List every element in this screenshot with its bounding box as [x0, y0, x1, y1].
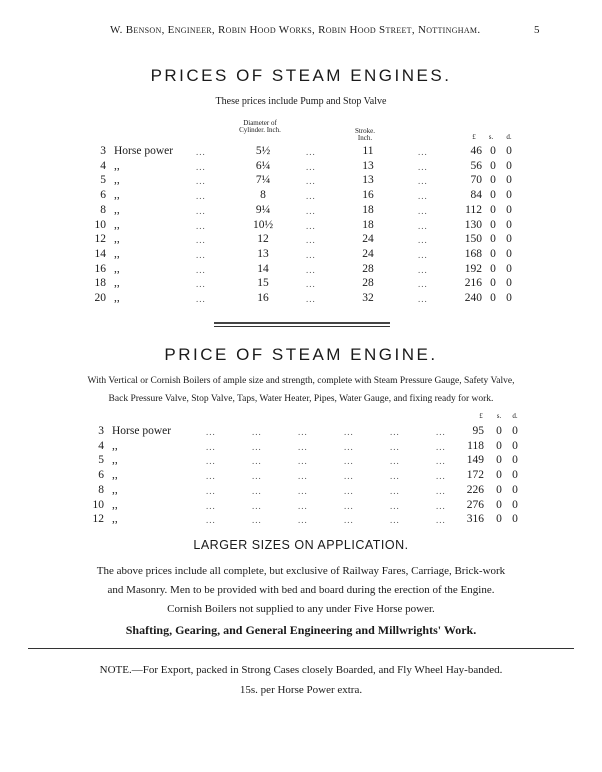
table-row	[0, 513, 602, 531]
pounds-value: 46	[470, 145, 482, 157]
pence-value: 0	[506, 145, 512, 157]
leader-dots: ...	[418, 294, 428, 304]
shafting-line: Shafting, Gearing, and General Engineering and Millwrights' Work.	[125, 623, 477, 637]
stroke-value: 18	[362, 203, 374, 216]
hp-label: ,,	[114, 292, 120, 304]
hp-value: 18	[94, 277, 106, 290]
leader-dots: ...	[298, 500, 308, 511]
leader-dots: ...	[196, 147, 206, 157]
leader-dots: ...	[418, 161, 428, 172]
footer-rule	[28, 648, 574, 649]
pounds-value: 149	[466, 454, 484, 467]
note-line2: 15s. per Horse Power extra.	[239, 684, 363, 696]
shillings-value: 0	[490, 292, 496, 304]
diameter-value: 13	[257, 247, 269, 260]
leader-dots: ...	[436, 515, 446, 526]
pence-value: 0	[512, 498, 518, 511]
hp-label: ,,	[114, 233, 120, 246]
hp-value: 10	[92, 498, 104, 511]
pence-value: 0	[512, 513, 518, 526]
leader-dots: ...	[418, 205, 428, 216]
note-line1: NOTE.—For Export, packed in Strong Cases closely Boarded, and Fly Wheel Hay-banded.	[99, 664, 503, 676]
leader-dots: ...	[298, 515, 308, 526]
leader-dots: ...	[196, 220, 206, 231]
leader-dots: ...	[196, 191, 206, 202]
hp-value: 3	[100, 145, 106, 157]
stroke-value: 13	[362, 159, 374, 172]
terms-line3: Cornish Boilers not supplied to any under Five Horse power.	[167, 603, 435, 615]
leader-dots: ...	[436, 500, 446, 511]
shillings-value: 0	[490, 145, 496, 157]
leader-dots: ...	[252, 515, 262, 526]
col-stroke-header: Stroke. Inch.	[354, 127, 376, 142]
leader-dots: ...	[344, 485, 354, 496]
section1-title: PRICES OF STEAM ENGINES.	[150, 66, 452, 85]
stroke-value: 32	[362, 292, 374, 304]
pence-value: 0	[506, 174, 512, 187]
hp-value: 4	[100, 159, 106, 172]
hp-value: 8	[98, 483, 104, 496]
stroke-value: 24	[362, 247, 374, 260]
leader-dots: ...	[298, 456, 308, 467]
leader-dots: ...	[306, 161, 316, 172]
leader-dots: ...	[196, 264, 206, 275]
shillings-value: 0	[490, 203, 496, 216]
diameter-value: 6¼	[255, 159, 271, 172]
leader-dots: ...	[390, 471, 400, 482]
hp-value: 5	[100, 174, 106, 187]
diameter-value: 15	[257, 277, 269, 290]
hp-value: 10	[94, 218, 106, 231]
leader-dots: ...	[252, 471, 262, 482]
leader-dots: ...	[306, 294, 316, 304]
hp-value: 14	[94, 247, 106, 260]
stroke-value: 16	[362, 189, 374, 202]
leader-dots: ...	[298, 471, 308, 482]
shillings-value: 0	[496, 425, 502, 437]
pounds-value: 192	[464, 262, 482, 275]
leader-dots: ...	[418, 176, 428, 187]
pounds-value: 84	[470, 189, 482, 202]
leader-dots: ...	[418, 147, 428, 157]
hp-value: 3	[98, 425, 104, 437]
diameter-value: 10½	[252, 218, 274, 231]
pounds-value: 240	[464, 292, 482, 304]
leader-dots: ...	[298, 427, 308, 437]
pence-value: 0	[512, 454, 518, 467]
leader-dots: ...	[436, 456, 446, 467]
leader-dots: ...	[206, 500, 216, 511]
hp-value: 12	[94, 233, 106, 246]
terms-line1: The above prices include all complete, but exclusive of Railway Fares, Carriage, Brick-work	[96, 565, 506, 577]
section-divider-thin	[214, 326, 390, 327]
hp-value: 12	[92, 513, 104, 526]
stroke-value: 28	[362, 262, 374, 275]
hp-label: ,,	[112, 439, 118, 452]
leader-dots: ...	[390, 515, 400, 526]
leader-dots: ...	[390, 456, 400, 467]
pence-value: 0	[512, 439, 518, 452]
hp-label: ,,	[112, 454, 118, 467]
leader-dots: ...	[418, 191, 428, 202]
leader-dots: ...	[390, 485, 400, 496]
pence-value: 0	[512, 469, 518, 482]
shillings-value: 0	[496, 439, 502, 452]
shillings-value: 0	[490, 174, 496, 187]
hp-label: ,,	[114, 174, 120, 187]
pence-value: 0	[506, 203, 512, 216]
stroke-value: 24	[362, 233, 374, 246]
pounds-value: 172	[466, 469, 484, 482]
diameter-value: 8	[260, 189, 266, 202]
leader-dots: ...	[390, 441, 400, 452]
shillings-value: 0	[490, 277, 496, 290]
hp-value: 6	[100, 189, 106, 202]
shillings-value: 0	[490, 233, 496, 246]
leader-dots: ...	[206, 485, 216, 496]
pounds-value: 112	[465, 203, 482, 216]
hp-label: ,,	[114, 247, 120, 260]
hp-value: 5	[98, 454, 104, 467]
pounds-value: 70	[470, 174, 482, 187]
pence-value: 0	[512, 425, 518, 437]
leader-dots: ...	[306, 220, 316, 231]
pounds-value: 150	[464, 233, 482, 246]
stroke-value: 13	[362, 174, 374, 187]
col-shillings-header: s.	[488, 133, 494, 141]
diameter-value: 16	[257, 292, 269, 304]
col-diameter-header: Diameter of Cylinder. Inch.	[239, 119, 281, 134]
leader-dots: ...	[252, 485, 262, 496]
shillings-value: 0	[496, 469, 502, 482]
shillings-value: 0	[496, 513, 502, 526]
leader-dots: ...	[206, 427, 216, 437]
hp-label: ,,	[114, 218, 120, 231]
leader-dots: ...	[344, 456, 354, 467]
hp-label: Horse power	[114, 145, 174, 157]
leader-dots: ...	[252, 500, 262, 511]
leader-dots: ...	[418, 279, 428, 290]
page-header	[0, 20, 602, 40]
hp-label: ,,	[112, 498, 118, 511]
pence-value: 0	[506, 247, 512, 260]
pounds-value: 130	[464, 218, 482, 231]
leader-dots: ...	[436, 471, 446, 482]
pence-value: 0	[506, 233, 512, 246]
s2-col-pounds-header: £	[479, 412, 483, 420]
shillings-value: 0	[496, 454, 502, 467]
leader-dots: ...	[306, 191, 316, 202]
leader-dots: ...	[306, 147, 316, 157]
hp-value: 20	[94, 292, 106, 304]
leader-dots: ...	[344, 471, 354, 482]
leader-dots: ...	[344, 515, 354, 526]
s2-col-shillings-header: s.	[496, 412, 502, 420]
shillings-value: 0	[490, 189, 496, 202]
header-text: W. Benson, Engineer, Robin Hood Works, Robin Hood Street, Nottingham.	[110, 24, 481, 36]
leader-dots: ...	[436, 441, 446, 452]
leader-dots: ...	[436, 427, 446, 437]
hp-label: ,,	[112, 513, 118, 526]
leader-dots: ...	[196, 294, 206, 304]
leader-dots: ...	[298, 485, 308, 496]
leader-dots: ...	[344, 500, 354, 511]
leader-dots: ...	[196, 176, 206, 187]
leader-dots: ...	[306, 205, 316, 216]
leader-dots: ...	[390, 427, 400, 437]
leader-dots: ...	[252, 456, 262, 467]
leader-dots: ...	[344, 427, 354, 437]
terms-line2: and Masonry. Men to be provided with bed and board during the erection of the Engine.	[107, 584, 495, 596]
hp-label: ,,	[112, 469, 118, 482]
hp-value: 4	[98, 439, 104, 452]
leader-dots: ...	[390, 500, 400, 511]
pounds-value: 118	[467, 439, 484, 452]
leader-dots: ...	[206, 456, 216, 467]
pence-value: 0	[506, 159, 512, 172]
pounds-value: 276	[466, 498, 484, 511]
stroke-value: 11	[362, 145, 374, 157]
leader-dots: ...	[306, 279, 316, 290]
leader-dots: ...	[344, 441, 354, 452]
diameter-value: 14	[257, 262, 269, 275]
pence-value: 0	[506, 218, 512, 231]
stroke-value: 28	[362, 277, 374, 290]
hp-value: 6	[98, 469, 104, 482]
hp-label: ,,	[114, 277, 120, 290]
shillings-value: 0	[496, 498, 502, 511]
leader-dots: ...	[436, 485, 446, 496]
pence-value: 0	[506, 189, 512, 202]
pence-value: 0	[506, 277, 512, 290]
diameter-value: 12	[257, 233, 269, 246]
pence-value: 0	[506, 292, 512, 304]
pence-value: 0	[512, 483, 518, 496]
stroke-value: 18	[362, 218, 374, 231]
pounds-value: 56	[470, 159, 482, 172]
section2-desc-line1: With Vertical or Cornish Boilers of ample size and strength, complete with Steam Pressure Gauge, Safety Valve,	[87, 376, 515, 386]
hp-label: ,,	[114, 189, 120, 202]
hp-label: Horse power	[112, 425, 172, 437]
pounds-value: 168	[464, 247, 482, 260]
col-pence-header: d.	[506, 133, 512, 141]
larger-sizes-heading: LARGER SIZES ON APPLICATION.	[193, 538, 409, 552]
hp-label: ,,	[114, 203, 120, 216]
pounds-value: 95	[472, 425, 484, 437]
section1-subtitle: These prices include Pump and Stop Valve	[215, 96, 387, 107]
diameter-value: 5½	[255, 145, 271, 157]
leader-dots: ...	[196, 205, 206, 216]
leader-dots: ...	[418, 220, 428, 231]
diameter-value: 9¼	[255, 203, 271, 216]
leader-dots: ...	[252, 441, 262, 452]
pounds-value: 316	[466, 513, 484, 526]
pounds-value: 226	[466, 483, 484, 496]
leader-dots: ...	[196, 161, 206, 172]
section-divider	[214, 322, 390, 324]
shillings-value: 0	[490, 218, 496, 231]
hp-value: 16	[94, 262, 106, 275]
leader-dots: ...	[206, 441, 216, 452]
shillings-value: 0	[496, 483, 502, 496]
leader-dots: ...	[306, 264, 316, 275]
pounds-value: 216	[464, 277, 482, 290]
leader-dots: ...	[418, 249, 428, 260]
leader-dots: ...	[418, 264, 428, 275]
hp-label: ,,	[114, 262, 120, 275]
leader-dots: ...	[196, 279, 206, 290]
hp-label: ,,	[112, 483, 118, 496]
diameter-value: 7¼	[255, 174, 271, 187]
section2-desc-line2: Back Pressure Valve, Stop Valve, Taps, Water Heater, Pipes, Water Gauge, and fixing ready for work.	[108, 394, 494, 404]
table-row	[0, 292, 602, 310]
leader-dots: ...	[306, 235, 316, 246]
leader-dots: ...	[206, 515, 216, 526]
leader-dots: ...	[306, 249, 316, 260]
pence-value: 0	[506, 262, 512, 275]
leader-dots: ...	[418, 235, 428, 246]
section2-title: PRICE OF STEAM ENGINE.	[164, 345, 438, 364]
page-number: 5	[534, 24, 540, 36]
leader-dots: ...	[206, 471, 216, 482]
col-pounds-header: £	[472, 133, 476, 141]
leader-dots: ...	[298, 441, 308, 452]
leader-dots: ...	[196, 249, 206, 260]
hp-label: ,,	[114, 159, 120, 172]
shillings-value: 0	[490, 262, 496, 275]
leader-dots: ...	[306, 176, 316, 187]
leader-dots: ...	[196, 235, 206, 246]
shillings-value: 0	[490, 247, 496, 260]
s2-col-pence-header: d.	[512, 412, 518, 420]
hp-value: 8	[100, 203, 106, 216]
shillings-value: 0	[490, 159, 496, 172]
leader-dots: ...	[252, 427, 262, 437]
